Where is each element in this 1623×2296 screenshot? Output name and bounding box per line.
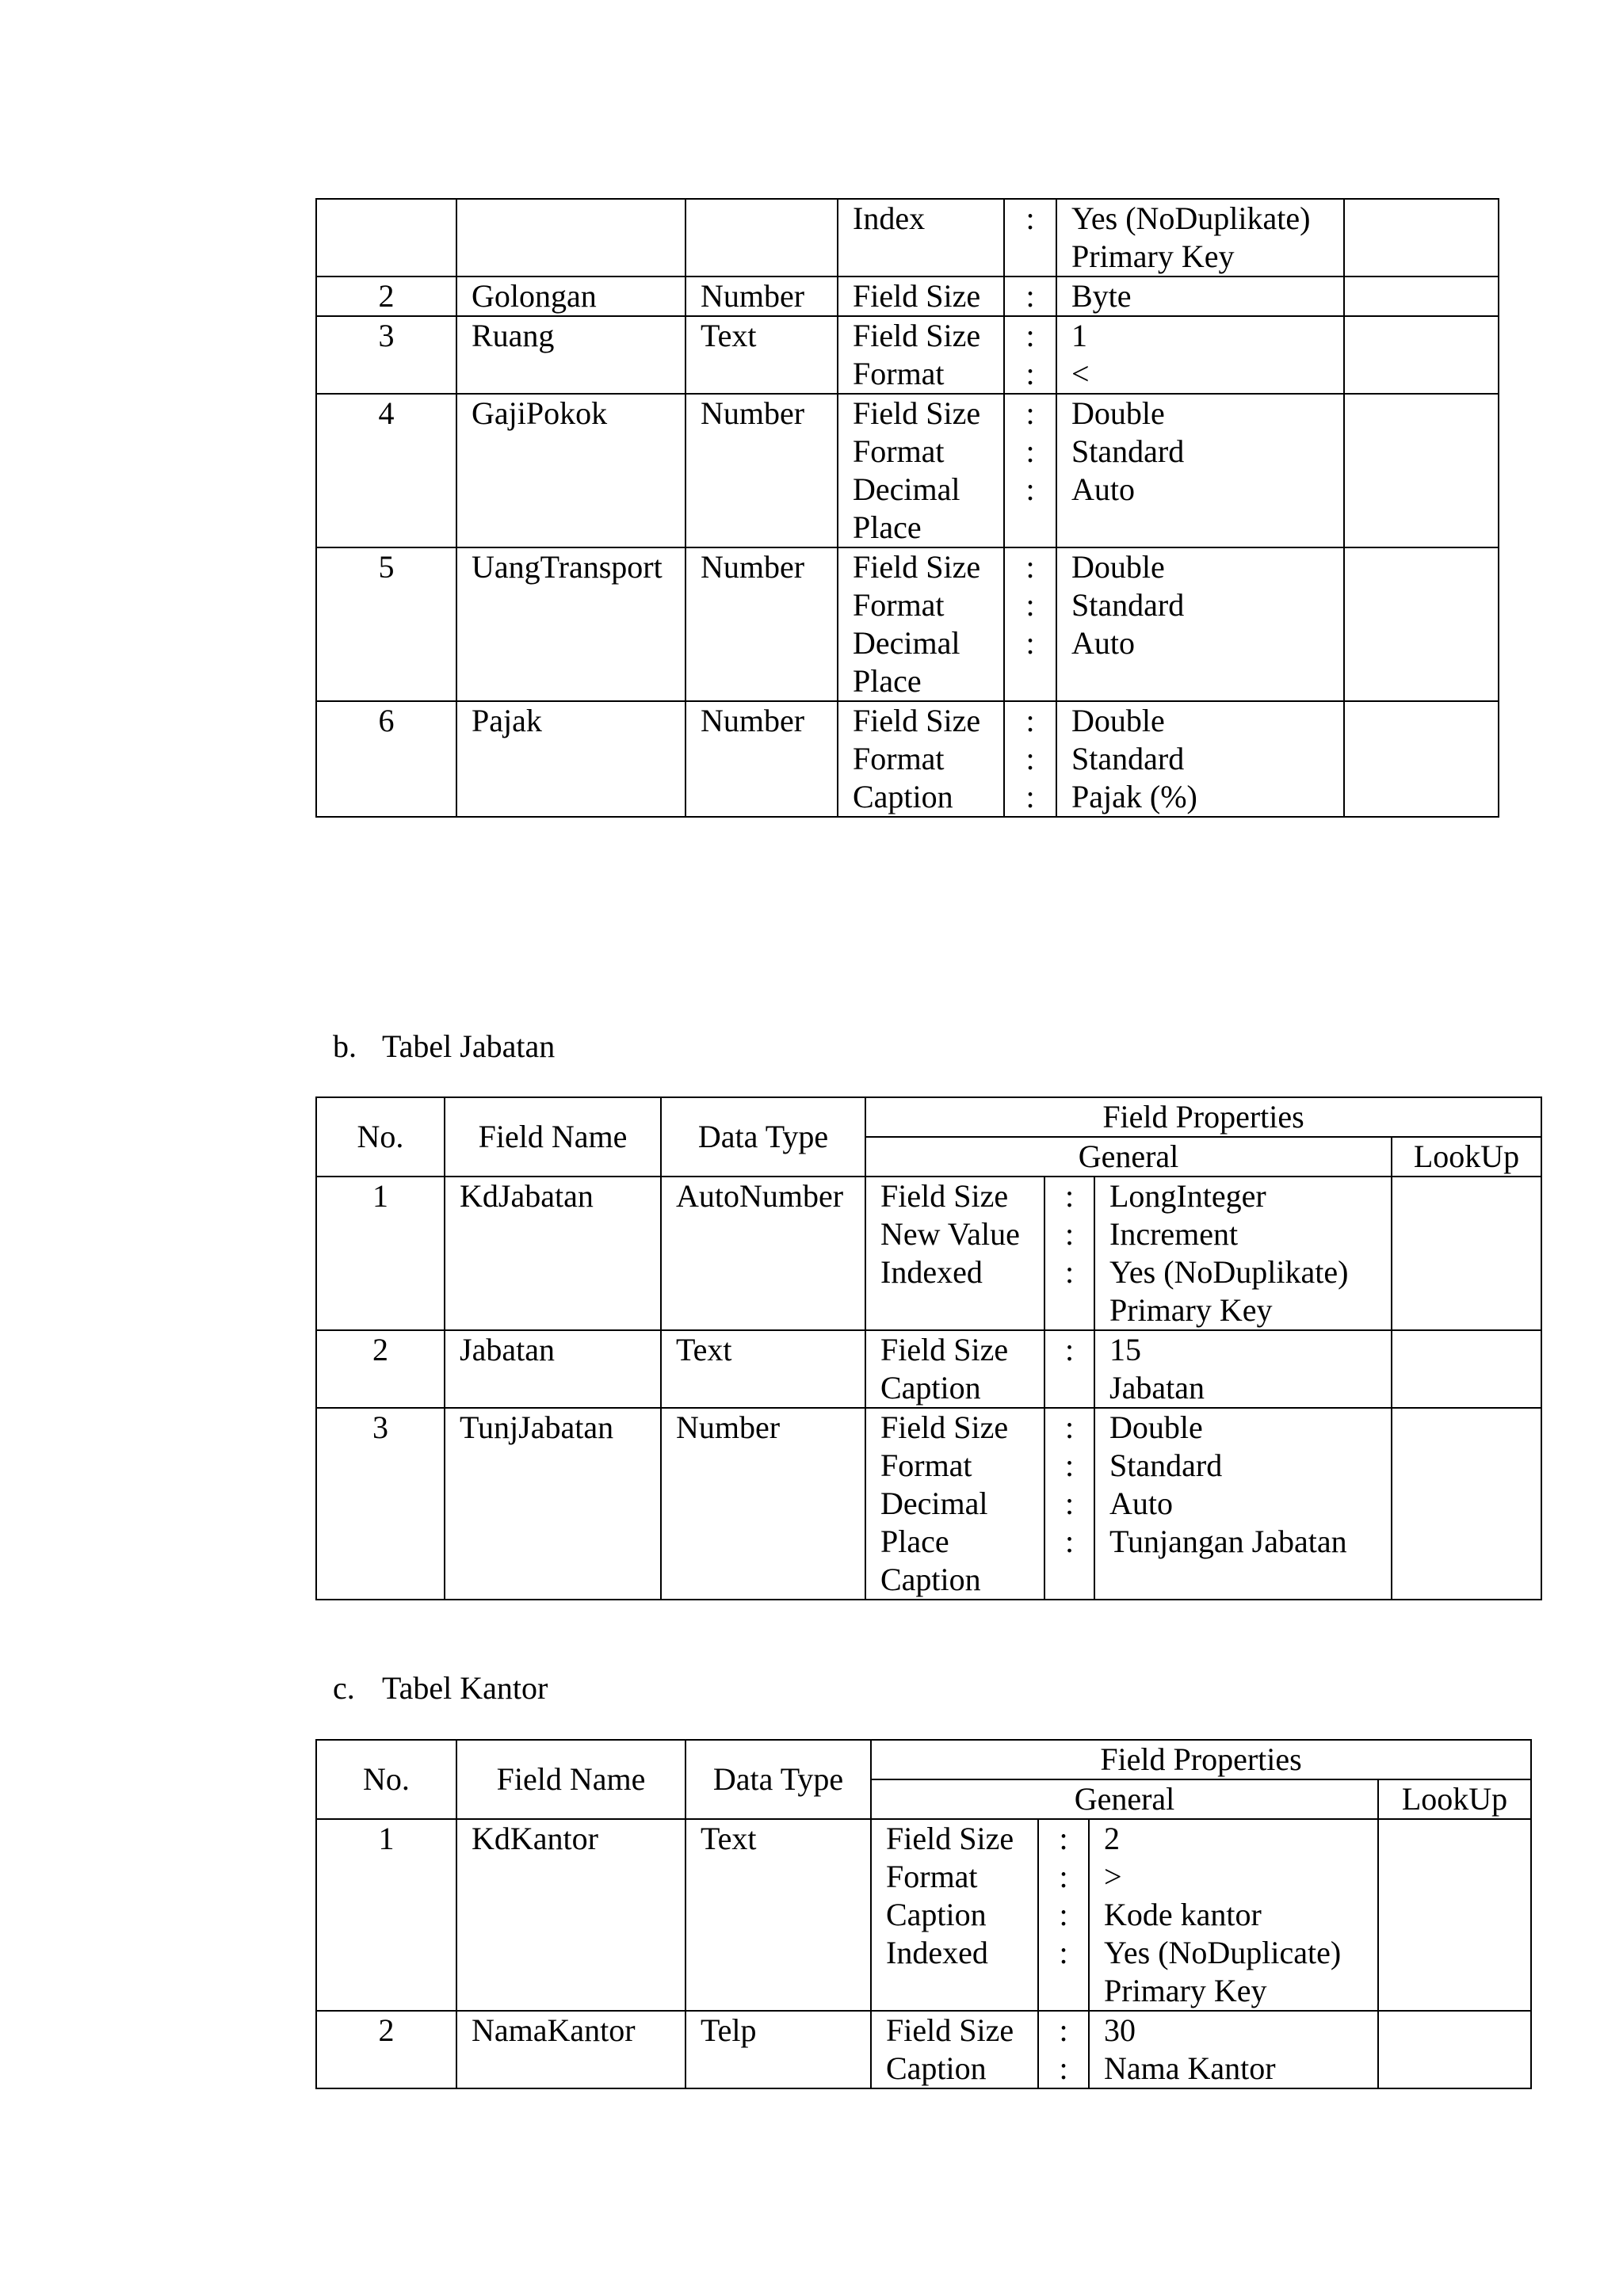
cell-colons: : : : : xyxy=(1044,1408,1094,1600)
cell-field-name: NamaKantor xyxy=(456,2011,685,2088)
cell-no: 5 xyxy=(316,547,456,701)
section-b-title: Tabel Jabatan xyxy=(382,1028,556,1064)
cell-data-type: Number xyxy=(685,701,838,817)
table-row xyxy=(316,394,1499,547)
cell-property-values: Double Standard Auto xyxy=(1056,394,1344,547)
table-row xyxy=(316,199,1499,277)
table-row xyxy=(316,547,1499,701)
header-field-name: Field Name xyxy=(456,1740,685,1819)
cell-property-values: 1 < xyxy=(1056,316,1344,394)
cell-property-names: Field Size Format Decimal Place Caption xyxy=(865,1408,1044,1600)
cell-property-values: 2 > Kode kantor Yes (NoDuplicate) Primary Key xyxy=(1089,1819,1378,2011)
table-row xyxy=(316,316,1499,394)
table-row xyxy=(316,1177,1541,1330)
cell-field-name: TunjJabatan xyxy=(445,1408,661,1600)
cell-lookup xyxy=(1344,701,1499,817)
cell-lookup xyxy=(1392,1177,1541,1330)
section-b-heading xyxy=(333,1028,555,1066)
cell-field-name: GajiPokok xyxy=(456,394,685,547)
cell-lookup xyxy=(1344,394,1499,547)
cell-colons: : : : xyxy=(1044,1177,1094,1330)
cell-field-name: Ruang xyxy=(456,316,685,394)
cell-property-names: Field Size Format Decimal Place xyxy=(838,394,1004,547)
cell-property-names: Field Size Format Caption xyxy=(838,701,1004,817)
cell-no: 1 xyxy=(316,1819,456,2011)
section-b-letter: b. xyxy=(333,1028,357,1064)
cell-data-type: Number xyxy=(685,547,838,701)
cell-lookup xyxy=(1378,2011,1531,2088)
cell-lookup xyxy=(1392,1408,1541,1600)
table-c-header xyxy=(316,1740,1531,1819)
header-lookup: LookUp xyxy=(1378,1779,1531,1819)
header-field-properties: Field Properties xyxy=(871,1740,1531,1779)
cell-colons: : xyxy=(1004,199,1056,277)
cell-colons: : xyxy=(1004,277,1056,316)
cell-lookup xyxy=(1344,277,1499,316)
header-no: No. xyxy=(316,1097,445,1177)
cell-lookup xyxy=(1344,316,1499,394)
cell-colons: : : : xyxy=(1004,547,1056,701)
cell-colons: : : xyxy=(1004,316,1056,394)
table-row xyxy=(316,1408,1541,1600)
cell-field-name xyxy=(456,199,685,277)
header-lookup: LookUp xyxy=(1392,1137,1541,1177)
table-row xyxy=(316,701,1499,817)
table-a-body xyxy=(316,199,1499,817)
cell-field-name: Golongan xyxy=(456,277,685,316)
cell-property-names: Field Size Caption xyxy=(865,1330,1044,1408)
section-c-heading xyxy=(333,1669,548,1707)
table-b-header-row-1 xyxy=(316,1097,1541,1137)
cell-property-values: Double Standard Auto xyxy=(1056,547,1344,701)
table-b xyxy=(315,1097,1542,1600)
cell-data-type: Text xyxy=(685,316,838,394)
section-c-letter: c. xyxy=(333,1670,355,1706)
cell-data-type: AutoNumber xyxy=(661,1177,865,1330)
cell-data-type: Number xyxy=(661,1408,865,1600)
table-row xyxy=(316,1330,1541,1408)
cell-property-names: Index xyxy=(838,199,1004,277)
cell-colons: : : xyxy=(1038,2011,1089,2088)
table-b-header xyxy=(316,1097,1541,1177)
header-general: General xyxy=(865,1137,1392,1177)
section-c-title: Tabel Kantor xyxy=(382,1670,548,1706)
cell-lookup xyxy=(1344,547,1499,701)
cell-no: 2 xyxy=(316,277,456,316)
header-no: No. xyxy=(316,1740,456,1819)
cell-field-name: KdKantor xyxy=(456,1819,685,2011)
cell-field-name: Pajak xyxy=(456,701,685,817)
cell-colons: : : : : xyxy=(1038,1819,1089,2011)
cell-lookup xyxy=(1344,199,1499,277)
table-row xyxy=(316,277,1499,316)
cell-no: 3 xyxy=(316,316,456,394)
header-field-name: Field Name xyxy=(445,1097,661,1177)
table-b-body xyxy=(316,1177,1541,1600)
cell-lookup xyxy=(1392,1330,1541,1408)
cell-property-values: Yes (NoDuplikate) Primary Key xyxy=(1056,199,1344,277)
cell-property-names: Field Size Format xyxy=(838,316,1004,394)
table-row xyxy=(316,1819,1531,2011)
cell-no: 2 xyxy=(316,2011,456,2088)
table-row xyxy=(316,2011,1531,2088)
cell-property-names: Field Size New Value Indexed xyxy=(865,1177,1044,1330)
cell-data-type: Telp xyxy=(685,2011,871,2088)
cell-data-type: Text xyxy=(685,1819,871,2011)
cell-no: 3 xyxy=(316,1408,445,1600)
header-data-type: Data Type xyxy=(685,1740,871,1819)
cell-no xyxy=(316,199,456,277)
cell-data-type xyxy=(685,199,838,277)
cell-lookup xyxy=(1378,1819,1531,2011)
table-c-body xyxy=(316,1819,1531,2088)
cell-property-values: 15 Jabatan xyxy=(1094,1330,1392,1408)
cell-no: 6 xyxy=(316,701,456,817)
table-c-header-row-1 xyxy=(316,1740,1531,1779)
cell-data-type: Number xyxy=(685,277,838,316)
cell-no: 2 xyxy=(316,1330,445,1408)
cell-field-name: KdJabatan xyxy=(445,1177,661,1330)
cell-property-values: LongInteger Increment Yes (NoDuplikate) Primary Key xyxy=(1094,1177,1392,1330)
cell-property-names: Field Size Caption xyxy=(871,2011,1038,2088)
cell-field-name: UangTransport xyxy=(456,547,685,701)
table-c xyxy=(315,1739,1532,2089)
cell-property-names: Field Size xyxy=(838,277,1004,316)
cell-property-values: Byte xyxy=(1056,277,1344,316)
header-general: General xyxy=(871,1779,1378,1819)
cell-data-type: Number xyxy=(685,394,838,547)
cell-no: 4 xyxy=(316,394,456,547)
table-a xyxy=(315,198,1499,818)
cell-colons: : : : xyxy=(1004,394,1056,547)
header-data-type: Data Type xyxy=(661,1097,865,1177)
cell-data-type: Text xyxy=(661,1330,865,1408)
cell-field-name: Jabatan xyxy=(445,1330,661,1408)
cell-property-names: Field Size Format Decimal Place xyxy=(838,547,1004,701)
cell-no: 1 xyxy=(316,1177,445,1330)
cell-property-values: Double Standard Pajak (%) xyxy=(1056,701,1344,817)
header-field-properties: Field Properties xyxy=(865,1097,1541,1137)
cell-colons: : xyxy=(1044,1330,1094,1408)
cell-property-names: Field Size Format Caption Indexed xyxy=(871,1819,1038,2011)
cell-colons: : : : xyxy=(1004,701,1056,817)
cell-property-values: Double Standard Auto Tunjangan Jabatan xyxy=(1094,1408,1392,1600)
cell-property-values: 30 Nama Kantor xyxy=(1089,2011,1378,2088)
